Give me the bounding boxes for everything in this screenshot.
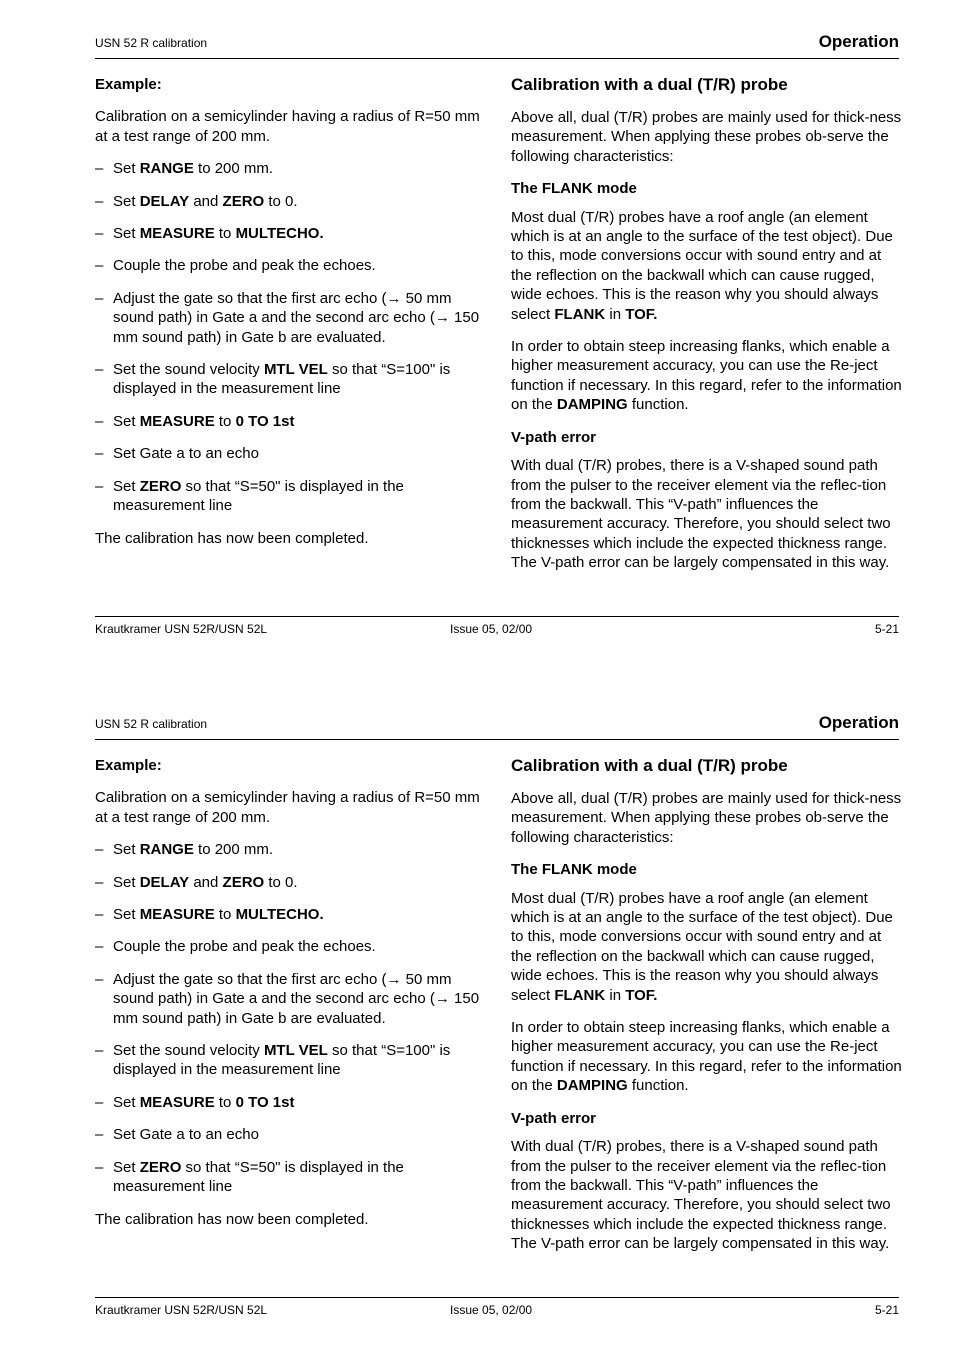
steep-paragraph: In order to obtain steep increasing flanks, which enable a higher measurement accuracy, you can use the Re-ject function if necessary. In this regard, refer to the information on the DAMPING function. xyxy=(511,338,902,414)
right-column xyxy=(511,755,903,1267)
step-item: – Set the sound velocity MTL VEL so that “S=100" is displayed in the measurement line xyxy=(95,1042,451,1079)
right-column xyxy=(511,74,903,586)
header-left: USN 52 R calibration xyxy=(95,717,208,731)
step-item: – Set ZERO so that “S=50" is displayed in the measurement line xyxy=(95,1158,404,1196)
footer-page-number: 5-21 xyxy=(874,622,899,636)
section-title: Calibration with a dual (T/R) probe xyxy=(511,75,788,94)
step-item: – Set MEASURE to 0 TO 1st xyxy=(95,1093,295,1111)
vpath-heading: V-path error xyxy=(511,1109,597,1127)
step-item: – Set MEASURE to MULTECHO. xyxy=(95,906,324,924)
footer-rule xyxy=(95,1297,899,1298)
header-rule xyxy=(95,58,899,59)
footer-left: Krautkramer USN 52R/USN 52L xyxy=(95,1303,268,1317)
left-column xyxy=(95,75,485,561)
footer-left: Krautkramer USN 52R/USN 52L xyxy=(95,622,268,636)
step-item: – Set MEASURE to MULTECHO. xyxy=(95,225,324,243)
flank-paragraph: Most dual (T/R) probes have a roof angle (an element which is at an angle to the surface of the test object). Due to this, mode conversions occur with sound entry and at the reflection on the backwall which can cause rugged, wide echoes. This is the reason why you should always select FLANK in TOF. xyxy=(511,208,893,323)
example-heading: Example: xyxy=(95,757,162,774)
section-title: Calibration with a dual (T/R) probe xyxy=(511,756,788,775)
left-column xyxy=(95,756,485,1242)
vpath-heading: V-path error xyxy=(511,428,597,446)
example-heading: Example: xyxy=(95,76,162,93)
dual-probe-intro: Above all, dual (T/R) probes are mainly used for thick-ness measurement. When applying these probes ob-serve the following characteristics: xyxy=(511,790,902,846)
conclusion-text: The calibration has now been completed. xyxy=(95,1210,369,1228)
step-item: – Set the sound velocity MTL VEL so that “S=100" is displayed in the measurement line xyxy=(95,361,451,398)
header-left: USN 52 R calibration xyxy=(95,36,208,50)
flank-heading: The FLANK mode xyxy=(511,861,637,879)
flank-paragraph: Most dual (T/R) probes have a roof angle (an element which is at an angle to the surface of the test object). Due to this, mode conversions occur with sound entry and at the reflection on the backwall which can cause rugged, wide echoes. This is the reason why you should always select FLANK in TOF. xyxy=(511,889,893,1004)
footer-middle: Issue 05, 02/00 xyxy=(450,622,533,636)
page-1 xyxy=(0,0,954,675)
step-item: – Couple the probe and peak the echoes. xyxy=(95,938,376,956)
header-rule xyxy=(95,739,899,740)
step-item: – Couple the probe and peak the echoes. xyxy=(95,257,376,275)
vpath-paragraph: With dual (T/R) probes, there is a V-shaped sound path from the pulser to the receiver element via the reflec-tion from the backwall. This “V-path” influences the measurement accuracy. Therefore, you should select two thicknesses which include the expected thickness range. The V-path error can be largely compensated in this way. xyxy=(511,1138,891,1253)
step-item: – Set Gate a to an echo xyxy=(95,1126,259,1144)
step-item: – Set Gate a to an echo xyxy=(95,445,259,463)
steep-paragraph: In order to obtain steep increasing flanks, which enable a higher measurement accuracy, you can use the Re-ject function if necessary. In this regard, refer to the information on the DAMPING function. xyxy=(511,1019,902,1095)
step-item: – Set RANGE to 200 mm. xyxy=(95,160,274,178)
step-item: – Adjust the gate so that the first arc echo (→ 50 mm sound path) in Gate a and the second arc echo (→ 150 mm sound path) in Gate b are evaluated. xyxy=(95,289,480,346)
footer-rule xyxy=(95,616,899,617)
flank-heading: The FLANK mode xyxy=(511,180,637,198)
step-item: – Set DELAY and ZERO to 0. xyxy=(95,192,298,210)
footer-middle: Issue 05, 02/00 xyxy=(450,1303,533,1317)
conclusion-text: The calibration has now been completed. xyxy=(95,529,369,547)
step-item: – Set MEASURE to 0 TO 1st xyxy=(95,412,295,430)
header-right: Operation xyxy=(818,32,899,51)
step-item: – Set DELAY and ZERO to 0. xyxy=(95,873,298,891)
example-intro: Calibration on a semicylinder having a radius of R=50 mm at a test range of 200 mm. xyxy=(95,108,480,145)
vpath-paragraph: With dual (T/R) probes, there is a V-shaped sound path from the pulser to the receiver element via the reflec-tion from the backwall. This “V-path” influences the measurement accuracy. Therefore, you should select two thicknesses which include the expected thickness range. The V-path error can be largely compensated in this way. xyxy=(511,457,891,572)
dual-probe-intro: Above all, dual (T/R) probes are mainly used for thick-ness measurement. When applying these probes ob-serve the following characteristics: xyxy=(511,109,902,165)
footer-page-number: 5-21 xyxy=(874,1303,899,1317)
page-2 xyxy=(0,681,954,1356)
header-right: Operation xyxy=(818,713,899,732)
example-intro: Calibration on a semicylinder having a radius of R=50 mm at a test range of 200 mm. xyxy=(95,789,480,826)
step-item: – Adjust the gate so that the first arc echo (→ 50 mm sound path) in Gate a and the second arc echo (→ 150 mm sound path) in Gate b are evaluated. xyxy=(95,970,480,1027)
step-item: – Set ZERO so that “S=50" is displayed in the measurement line xyxy=(95,477,404,515)
step-item: – Set RANGE to 200 mm. xyxy=(95,841,274,859)
